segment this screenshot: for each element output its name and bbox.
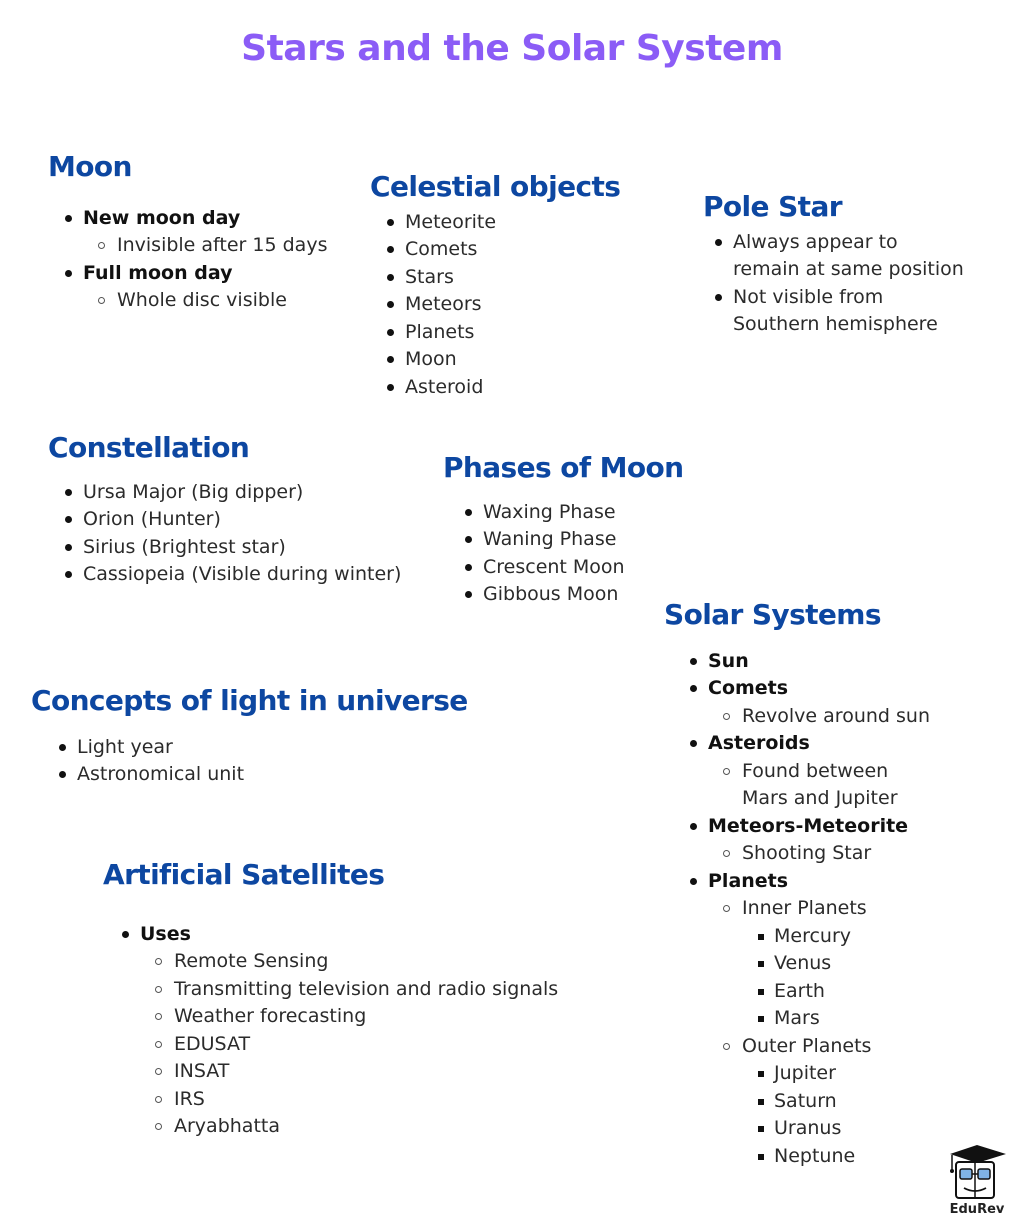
list-subitem: Inner Planets [690, 895, 990, 923]
list-subitem: Outer Planets [690, 1033, 990, 1061]
section-phases-of-moon [443, 451, 683, 609]
list-item: Moon [387, 346, 620, 374]
list-subsubitem: Uranus [690, 1115, 990, 1143]
list-subsubitem: Mars [690, 1005, 990, 1033]
list-item: Sirius (Brightest star) [65, 534, 401, 562]
light-list [59, 734, 468, 789]
list-item: Comets [690, 675, 990, 703]
list-subitem: EDUSAT [122, 1031, 558, 1059]
section-concepts-of-light [31, 684, 468, 789]
list-subitem: INSAT [122, 1058, 558, 1086]
list-item: Uses [122, 921, 558, 949]
list-subitem: Remote Sensing [122, 948, 558, 976]
list-item: Asteroids [690, 730, 990, 758]
moon-heading: Moon [48, 150, 132, 183]
list-item: Not visible from Southern hemisphere [715, 284, 965, 339]
list-item: Full moon day [65, 260, 327, 288]
list-subsubitem: Venus [690, 950, 990, 978]
list-item: Astronomical unit [59, 761, 468, 789]
page-title: Stars and the Solar System [241, 28, 783, 69]
list-item: Asteroid [387, 374, 620, 402]
section-constellation [48, 431, 401, 589]
graduation-cap-book-icon [942, 1142, 1012, 1202]
list-item: Ursa Major (Big dipper) [65, 479, 401, 507]
section-celestial-objects [370, 170, 620, 401]
list-subitem: Invisible after 15 days [65, 232, 327, 260]
list-item: Sun [690, 648, 990, 676]
list-subitem: Transmitting television and radio signals [122, 976, 558, 1004]
logo-text: EduRev [949, 1202, 1005, 1217]
list-item: Stars [387, 264, 620, 292]
list-subitem: Aryabhatta [122, 1113, 558, 1141]
list-subitem: Shooting Star [690, 840, 990, 868]
list-subsubitem: Saturn [690, 1088, 990, 1116]
list-subsubitem: Mercury [690, 923, 990, 951]
phases-heading: Phases of Moon [443, 451, 684, 484]
list-item: Crescent Moon [465, 554, 683, 582]
section-artificial-satellites [103, 858, 558, 1141]
list-subsubitem: Jupiter [690, 1060, 990, 1088]
solar-heading: Solar Systems [664, 598, 881, 631]
celestial-list [387, 209, 620, 402]
list-subitem: Found between Mars and Jupiter [690, 758, 932, 813]
moon-list [65, 205, 327, 315]
list-item: Waning Phase [465, 526, 683, 554]
phases-list [465, 499, 683, 609]
list-item: Planets [690, 868, 990, 896]
list-item: Orion (Hunter) [65, 506, 401, 534]
section-moon [48, 150, 327, 315]
light-heading: Concepts of light in universe [31, 684, 468, 717]
satellites-heading: Artificial Satellites [103, 858, 385, 891]
list-subitem: IRS [122, 1086, 558, 1114]
constellation-heading: Constellation [48, 431, 250, 464]
list-item: Waxing Phase [465, 499, 683, 527]
solar-list [690, 648, 990, 1171]
edurev-logo [942, 1142, 1012, 1222]
section-pole-star [703, 190, 965, 339]
list-item: Planets [387, 319, 620, 347]
constellation-list [65, 479, 401, 589]
list-item: Light year [59, 734, 468, 762]
pole-star-list [715, 229, 965, 339]
satellites-list [122, 921, 558, 1141]
celestial-heading: Celestial objects [370, 170, 621, 203]
list-item: Meteors [387, 291, 620, 319]
list-subsubitem: Earth [690, 978, 990, 1006]
list-subsubitem: Neptune [690, 1143, 990, 1171]
list-item: Meteors-Meteorite [690, 813, 990, 841]
list-subitem: Weather forecasting [122, 1003, 558, 1031]
list-item: Cassiopeia (Visible during winter) [65, 561, 401, 589]
list-item: New moon day [65, 205, 327, 233]
pole-star-heading: Pole Star [703, 190, 842, 223]
list-item: Always appear to remain at same position [715, 229, 965, 284]
list-item: Comets [387, 236, 620, 264]
list-item: Meteorite [387, 209, 620, 237]
list-item: Gibbous Moon [465, 581, 683, 609]
list-subitem: Whole disc visible [65, 287, 327, 315]
list-subitem: Revolve around sun [690, 703, 990, 731]
section-solar-systems [664, 598, 990, 1170]
